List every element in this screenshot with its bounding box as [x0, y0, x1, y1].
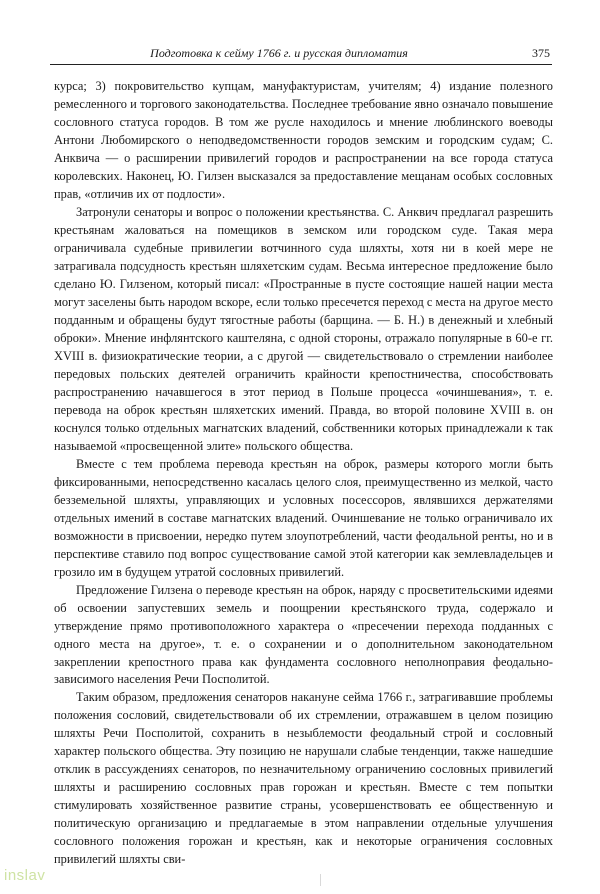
paragraph-1: курса; 3) покровительство купцам, мануфактуристам, учителям; 4) издание полезного ремесленного и торгового законодательства. Последнее требование явно означало повышение сословного статуса городов. В том же русле находилось и мнение люблинского воеводы Антони Любомирского о неподведомственности городов земским и городским судам; С. Анквича — о расширении привилегий городов и распространении на все города статуса королевских. Наконец, Ю. Гилзен высказался за предоставление мещанам особых сословных прав, «отличив их от подлости». [54, 79, 553, 201]
page-number: 375 [532, 46, 550, 60]
paragraph-2: Затронули сенаторы и вопрос о положении крестьянства. С. Анквич предлагал разрешить крестьянам жаловаться на помещиков в земском или городском суде. Такая мера ограничивала судебные привилегии вотчинного суда шляхты, хотя ни в коей мере не затрагивала подсудность крестьян шляхетским судам. Весьма интересное предложение было сделано Ю. Гилзеном, который писал: «Пространные в пусте состоящие нашей нации места могут заселены быть народом вскоре, если только пресечется переход с места на другое место подданным и обращены будут тягостные работы (барщина. — Б. Н.) в денежный и хлебный оброки». Мнение инфлянтского каштеляна, с одной стороны, отражало популярные в 60-е гг. XVIII в. физиократические теории, а с другой — свидетельствовало о стремлении наиболее передовых польских деятелей ограничить крайности крепостничества, способствовать распространению начавшегося в этот период в Польше процесса «очиншевания», т. е. перевода на оброк крестьян шляхетских имений. Правда, во второй половине XVIII в. он коснулся только отдельных магнатских владений, собственники которых принадлежали к так называемой «просвещенной элите» польского общества. [54, 204, 553, 453]
paragraph-3: Вместе с тем проблема перевода крестьян на оброк, размеры которого могли быть фиксированными, непосредственно касалась целого слоя, преимущественно из мелкой, часто безземельной шляхты, управляющих и условных посессоров, являвшихся держателями отдельных имений в составе магнатских владений. Очиншевание не только ограничивало их возможности в присвоении, нередко путем злоупотреблений, части феодальной ренты, но и в перспективе ставило под вопрос существование самой этой категории как землевладельцев и грозило им в будущем утратой сословных привилегий. [54, 456, 553, 579]
running-title: Подготовка к сейму 1766 г. и русская дипломатия [150, 46, 408, 60]
body-text [54, 78, 553, 869]
scan-mark [320, 874, 321, 886]
watermark: inslav [4, 867, 46, 884]
page-header [50, 44, 552, 65]
paragraph-5: Таким образом, предложения сенаторов накануне сейма 1766 г., затрагивавшие проблемы положения сословий, свидетельствовали об их стремлении, отражавшем в целом позицию шляхты Речи Посполитой, сохранить в незыблемости феодальный строй и сословный характер польского общества. Эту позицию не нарушали слабые тенденции, также нашедшие отклик в рассуждениях сенаторов, по незначительному ограничению сословных привилегий шляхты и расширению сословных прав горожан и крестьян. Вместе с тем попытки стимулировать хозяйственное развитие страны, усовершенствовать ее общественную и политическую организацию и предлагаемые в этом направлении отдельные улучшения сословного положения горожан и крестьян, как и некоторые ограничения сословных привилегий шляхты сви- [54, 690, 553, 867]
paragraph-4: Предложение Гилзена о переводе крестьян на оброк, наряду с просветительскими идеями об освоении запустевших земель и поощрении крестьянского труда, содержало и утверждение прямо противоположного характера о «пресечении перехода подданных с одного места на другое», т. е. о сохранении и о дополнительном законодательном закреплении крепостного права как фундамента сословного неполноправия феодально-зависимого населения Речи Посполитой. [54, 582, 553, 687]
